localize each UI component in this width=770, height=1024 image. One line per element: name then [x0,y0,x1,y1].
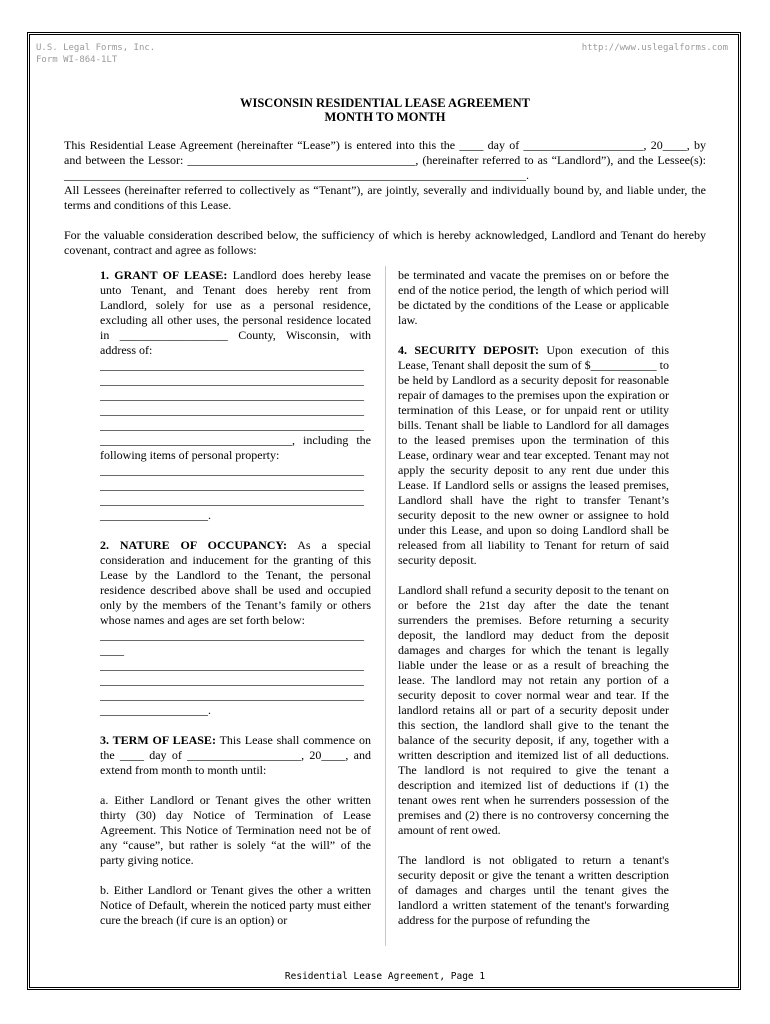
address-line-4: ____________________________________________ [100,403,364,417]
including-line: ________________________________, including the following items of personal property: [100,433,371,462]
occupant-line-end: __________________. [100,703,211,717]
section-1 [100,268,371,358]
section-4-text: Upon execution of this Lease, Tenant shall deposit the sum of $___________ to be held by Landlord as a security deposit for reasonable repair of damages to the premises upon the expiration or termination of this Lease, or for unpaid rent or utility bills. Tenant shall be liable to Landlord for all damages to the leased premises upon the termination of this Lease, ordinary wear and tear excepted. Tenant may not apply the security deposit to any rent due under this Lease. If Landlord sells or assigns the leased premises, Landlord shall have the right to transfer Tenant’s security deposit to the new owner or assignee to hold under this Lease, and upon so doing Landlord shall be released from all liability to Tenant for return of said security deposit. [398,343,670,567]
property-line-3: ____________________________________________ [100,493,364,507]
refund-paragraph: Landlord shall refund a security deposit to the tenant on or before the 21st day after the date the tenant surrenders the premises. Before returning a security deposit, the landlord may deduct from the deposit damages and charges for which the tenant is legally liable under the lease or as a result of breaching the lease. The landlord may not retain any portion of a security deposit to cover normal wear and tear. If the landlord retains all or part of a security deposit under this section, the landlord shall give to the tenant the balance of the security deposit, if any, together with a written description and itemized list of all deductions. The landlord is not required to give the tenant a description and itemized list of deductions if (1) the tenant owes rent when he surrenders possession of the premises and (2) there is no controversy concerning the amount of rent owed. [398,583,669,837]
section-4-heading: 4. SECURITY DEPOSIT: [398,343,540,357]
right-column [398,268,669,928]
section-3a: a. Either Landlord or Tenant gives the other written thirty (30) day Notice of Termination of Lease Agreement. This Notice of Termination need not be of any “cause”, but rather is solely “at the will” of the party giving notice. [100,793,371,867]
intro-paragraph-3: For the valuable consideration described below, the sufficiency of which is hereby acknowledged, Landlord and Tenant do hereby covenant, contract and agree as follows: [64,228,706,257]
intro-paragraph-2: All Lessees (hereinafter referred to collectively as “Tenant”), are jointly, severally and individually bound by, and liable under, the terms and conditions of this Lease. [64,183,706,212]
occupant-line-1b: ____ [100,643,124,657]
section-3b: b. Either Landlord or Tenant gives the other a written Notice of Default, wherein the noticed party must either cure the breach (if cure is an option) or [100,883,371,927]
section-2-heading: 2. NATURE OF OCCUPANCY: [100,538,287,552]
property-line-end: __________________. [100,508,211,522]
section-1-text: Landlord does hereby lease unto Tenant, and Tenant does hereby rent from Landlord, solely for use as a personal residence, excluding all other uses, the personal residence located in __________________ County, Wisconsin, with address of: [100,268,372,357]
section-1-heading: 1. GRANT OF LEASE: [100,268,228,282]
intro-paragraph-1: This Residential Lease Agreement (hereinafter “Lease”) is entered into this the ____ day of ____________________, 20____, by and between the Lessor: ______________________________________, (hereinafter referred to as “Landlord”), and the Lessee(s): _____________________________________________________________________________. [64,138,706,182]
occupant-line-4: ____________________________________________ [100,688,364,702]
header-left [36,42,155,66]
occupant-line-3: ____________________________________________ [100,673,364,687]
section-2-text: As a special consideration and inducement for the granting of this Lease by the Landlord to the Tenant, the personal residence described above shall be used and occupied only by the members of the Tenant’s family or others whose names and ages are set forth below: [100,538,371,627]
document-title [0,96,770,124]
section-3b-continued: be terminated and vacate the premises on or before the end of the notice period, the length of which period will be dictated by the conditions of the Lease or applicable law. [398,268,669,327]
address-line-5: ____________________________________________ [100,418,364,432]
column-divider [385,266,386,946]
address-line-1: ____________________________________________ [100,358,364,372]
property-line-1: ____________________________________________ [100,463,364,477]
occupant-line-1: ____________________________________________ [100,628,364,642]
section-3-heading: 3. TERM OF LEASE: [100,733,216,747]
page-footer: Residential Lease Agreement, Page 1 [284,971,486,982]
section-3-text: This Lease shall commence on the ____ day of ___________________, 20____, and extend from month to month until: [100,733,371,777]
header-url[interactable]: http://www.uslegalforms.com [581,43,728,53]
obligation-paragraph: The landlord is not obligated to return a tenant's security deposit or give the tenant a written description of damages and charges until the tenant gives the landlord a written statement of the tenant's forwarding address for the purpose of refunding the [398,853,669,927]
left-column [100,268,371,928]
address-line-2: ____________________________________________ [100,373,364,387]
form-id: Form WI-864-1LT [36,55,118,65]
section-2 [100,538,371,628]
intro-section [64,138,706,258]
occupant-line-2: ____________________________________________ [100,658,364,672]
section-3 [100,733,371,778]
title-line-1: WISCONSIN RESIDENTIAL LEASE AGREEMENT [239,96,530,110]
company-name: U.S. Legal Forms, Inc. [36,43,156,53]
section-4 [398,343,669,568]
title-line-2: MONTH TO MONTH [324,110,446,124]
property-line-2: ____________________________________________ [100,478,364,492]
address-line-3: ____________________________________________ [100,388,364,402]
